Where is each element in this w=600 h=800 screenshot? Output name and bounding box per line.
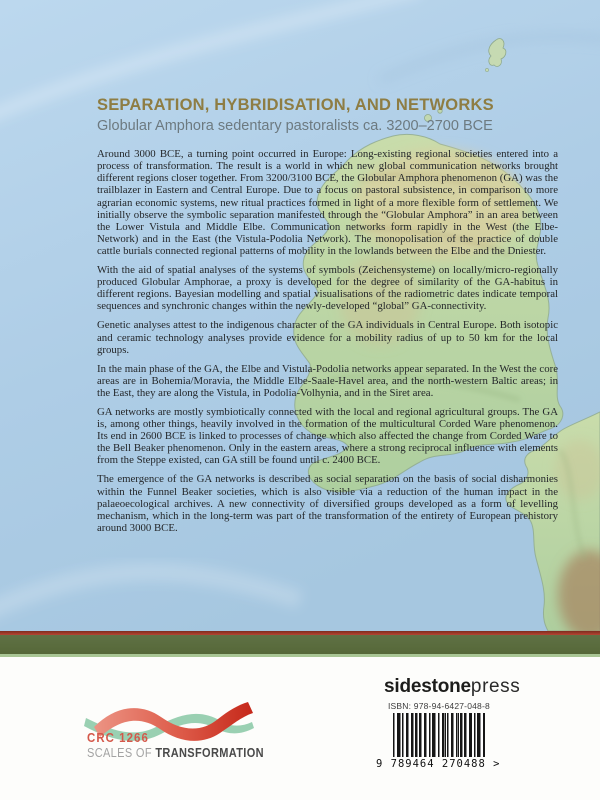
blurb-paragraphs bbox=[97, 148, 558, 534]
publisher-name-light: press bbox=[470, 676, 521, 697]
crc-tagline-light: SCALES OF bbox=[87, 746, 156, 760]
crc-number: CRC 1266 bbox=[87, 730, 149, 745]
blurb-paragraph: With the aid of spatial analyses of the systems of symbols (Zeichensysteme) on locally/micro-regionally produced Globular Amphorae, a proxy is developed for the degree of similarity of the GA-habitus in different regions. Bayesian modelling and spatial visualisations of the radiometric dates indicate temporal sequences and synchronic changes within the newly-developed “global” GA-connectivity. bbox=[97, 264, 558, 313]
light-green-divider-edge bbox=[0, 654, 600, 657]
green-divider-band bbox=[0, 635, 600, 654]
blurb-paragraph: GA networks are mostly symbiotically connected with the local and regional agricultural groups. The GA is, among other things, heavily involved in the formation of the multicultural Corded Ware phenomenon. Its end in 2600 BCE is linked to processes of change which also affected the change from Corded Ware to the Bell Beaker phenomenon. Only in the eastern areas, where a strong reciprocal influence with elements from the Steppe existed, can GA still be found until c. 2400 BCE. bbox=[97, 405, 558, 467]
crc-tagline-bold: TRANSFORMATION bbox=[155, 746, 264, 760]
publisher-name-bold: sidestone bbox=[384, 676, 471, 697]
publisher-block bbox=[376, 676, 521, 770]
barcode-digits: 9 789464 270488 > bbox=[376, 758, 501, 770]
blurb-paragraph: The emergence of the GA networks is described as social separation on the basis of social disharmonies within the Funnel Beaker societies, which is also visible via a reduction of the human impact in the palaeoecological archives. A new connectivity of diversified groups developed as a form of levelling mechanism, which in the long-term was part of the transformation of the entirety of European prehistory around 3000 BCE. bbox=[97, 473, 558, 534]
book-subtitle: Globular Amphora sedentary pastoralists ca. 3200–2700 BCE bbox=[97, 117, 493, 134]
isbn-text: ISBN: 978-94-6427-048-8 bbox=[388, 701, 490, 711]
ean-barcode bbox=[393, 713, 485, 757]
book-title: SEPARATION, HYBRIDISATION, AND NETWORKS bbox=[97, 96, 494, 114]
crc1266-logo bbox=[84, 696, 264, 766]
sidestone-press-logo bbox=[384, 676, 521, 698]
blurb-paragraph: Around 3000 BCE, a turning point occurred in Europe: Long-existing regional societies entered into a process of transformation. The result is a world in which new global communication networks brought different regions closer together. From 3200/3100 BCE, the Globular Amphora phenomenon (GA) was the trailblazer in Eastern and Central Europe. Due to a focus on pastoral subsistence, in comparison to more agrarian economic systems, new ritual practices formed in light of a more flexible form of settlement. We initially observe the symbolic separation manifested through the “Globular Amphora” in an area between the Lower Vistula and Middle Elbe. Communication networks form rapidly in the West (the Elbe-Network) and in the East (the Vistula-Podolia Network). The monopolisation of the practice of double cattle burials connected regional patterns of mobility in the lowlands between the Elbe and the Dniester. bbox=[97, 148, 558, 257]
blurb-paragraph: In the main phase of the GA, the Elbe and Vistula-Podolia networks appear separated. In the West the core areas are in Bohemia/Moravia, the Middle Elbe-Saale-Havel area, and the north-western Baltic areas; in the East, they are along the Vistula, in Podolia-Volhynia, and in the Siret area. bbox=[97, 362, 558, 399]
crc-tagline bbox=[87, 746, 264, 760]
blurb-paragraph: Genetic analyses attest to the indigenous character of the GA individuals in Central Europe. Both isotopic and ceramic technology analyses provide evidence for a mobility radius of up to 50 km for the local groups. bbox=[97, 319, 558, 356]
back-cover-text-block bbox=[97, 96, 558, 541]
